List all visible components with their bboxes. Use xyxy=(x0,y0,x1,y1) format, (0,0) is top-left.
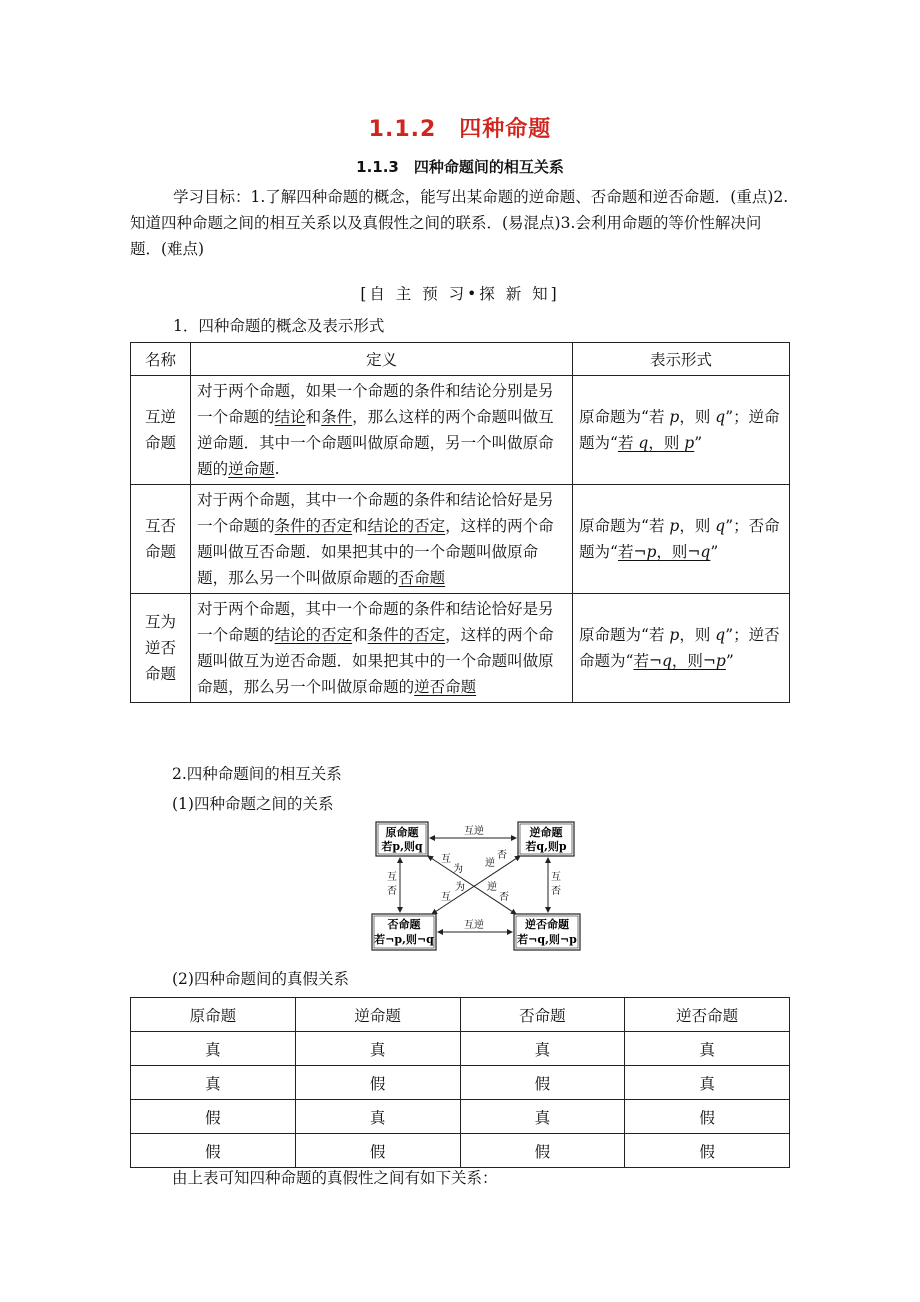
box-original xyxy=(376,822,428,856)
label-bottom: 互逆 xyxy=(464,920,484,931)
underlined-answer: 条件 xyxy=(321,408,353,426)
truth-cell: 假 xyxy=(460,1066,625,1100)
label-diag-1b: 为 xyxy=(453,864,463,875)
concept-name-line: 互逆 xyxy=(145,408,177,426)
header-form: 表示形式 xyxy=(573,343,790,376)
text-segment: p xyxy=(669,408,680,426)
page-title: 1.1.2 四种命题 xyxy=(368,117,552,142)
text-segment: q xyxy=(715,408,726,426)
concept-name-line: 互否 xyxy=(145,517,177,535)
learning-goals: 学习目标：1.了解四种命题的概念，能写出某命题的逆命题、否命题和逆否命题．(重点)2.知道四种命题之间的相互关系以及真假性之间的联系．(易混点)3.会利用命题的等价性解决问题．(难点) xyxy=(130,188,789,258)
text-segment: 原命题为“若 xyxy=(579,626,670,644)
box-converse-title: 逆命题 xyxy=(529,826,563,839)
heading-relations: 2.四种命题间的相互关系 xyxy=(172,765,342,783)
text-segment: ，则 xyxy=(679,517,716,535)
truth-cell: 真 xyxy=(295,1100,460,1134)
conclusion-text: 由上表可知四种命题的真假性之间有如下关系： xyxy=(172,1169,498,1187)
concept-definition xyxy=(191,485,573,594)
concept-definition xyxy=(191,594,573,703)
underlined-answer: 若 xyxy=(617,434,639,452)
underlined-answer: p xyxy=(715,652,726,670)
box-inverse xyxy=(372,914,436,950)
concept-name xyxy=(131,485,191,594)
concept-table xyxy=(130,342,790,703)
text-segment: q xyxy=(715,517,726,535)
underlined-answer: 逆否命题 xyxy=(414,678,477,696)
concept-row xyxy=(131,485,790,594)
underlined-answer: 结论的否定 xyxy=(367,517,446,535)
section-label: [自 主 预 习•探 新 知] xyxy=(360,285,560,303)
truth-cell: 真 xyxy=(460,1100,625,1134)
text-segment: p xyxy=(669,626,680,644)
truth-cell: 假 xyxy=(625,1134,790,1168)
underlined-answer: ，则¬ xyxy=(656,543,701,561)
truth-cell: 假 xyxy=(131,1100,296,1134)
concept-name-line: 命题 xyxy=(145,543,177,561)
underlined-answer: 条件的否定 xyxy=(367,626,446,644)
concept-name-line: 互为 xyxy=(145,613,177,631)
concept-row xyxy=(131,594,790,703)
concept-name-line: 命题 xyxy=(145,665,177,683)
concept-form xyxy=(573,485,790,594)
underlined-answer: 逆命题 xyxy=(228,460,275,478)
text-segment: 原命题为“若 xyxy=(579,408,670,426)
underlined-answer: p xyxy=(684,434,695,452)
concept-table-header xyxy=(131,343,790,376)
text-segment: ，则 xyxy=(679,626,716,644)
concept-row xyxy=(131,376,790,485)
underlined-answer: 结论的否定 xyxy=(274,626,353,644)
heading-concepts: 1．四种命题的概念及表示形式 xyxy=(173,317,385,335)
truth-row xyxy=(131,1134,790,1168)
text-segment: 对于两个命题，其中一个命题的条件和结论恰好是另一个命题的 xyxy=(197,491,554,535)
truth-cell: 假 xyxy=(295,1066,460,1100)
truth-cell: 真 xyxy=(625,1032,790,1066)
text-segment: ” xyxy=(710,543,719,561)
truth-cell: 真 xyxy=(131,1066,296,1100)
text-segment: 原命题为“若 xyxy=(579,517,670,535)
concept-name xyxy=(131,376,191,485)
text-segment: 和 xyxy=(305,408,322,426)
truth-cell: 真 xyxy=(460,1032,625,1066)
box-converse xyxy=(518,822,574,856)
header-definition: 定义 xyxy=(191,343,573,376)
box-converse-sub: 若q,则p xyxy=(525,840,567,853)
truth-cell: 真 xyxy=(295,1032,460,1066)
truth-cell: 真 xyxy=(131,1032,296,1066)
text-segment: ”；逆命题为“ xyxy=(579,408,780,452)
text-segment: ”；否命题为“ xyxy=(579,517,780,561)
concept-form xyxy=(573,376,790,485)
relation-diagram xyxy=(370,818,586,954)
text-segment: p xyxy=(669,517,680,535)
truth-table-header xyxy=(131,998,790,1032)
text-segment: ” xyxy=(725,652,734,670)
label-right-2: 否 xyxy=(551,886,561,897)
heading-relations-diagram: (1)四种命题之间的关系 xyxy=(172,795,334,813)
text-segment: 和 xyxy=(352,517,368,535)
label-diag-1a: 互 xyxy=(441,854,451,865)
label-diag-2a: 逆 xyxy=(485,858,495,869)
label-diag-3b: 互 xyxy=(441,892,451,903)
underlined-answer: 否命题 xyxy=(398,569,446,587)
truth-cell: 假 xyxy=(131,1134,296,1168)
underlined-answer: ，则 xyxy=(648,434,685,452)
underlined-answer: 若¬ xyxy=(633,652,662,670)
truth-table xyxy=(130,997,790,1168)
label-diag-2b: 否 xyxy=(497,850,507,861)
label-diag-4a: 逆 xyxy=(487,882,497,893)
underlined-answer: 结论 xyxy=(274,408,306,426)
truth-cell: 假 xyxy=(625,1100,790,1134)
truth-row xyxy=(131,1100,790,1134)
label-left-2: 否 xyxy=(387,886,397,897)
text-segment: . xyxy=(274,460,280,478)
text-segment: ，那么这样的两个命题叫做互逆命题．其中一个命题叫做原命题，另一个叫做原命题的 xyxy=(197,408,554,478)
box-contrapositive-sub: 若¬q,则¬p xyxy=(517,933,577,946)
truth-header-cell: 逆命题 xyxy=(295,998,460,1032)
concept-form xyxy=(573,594,790,703)
underlined-answer: q xyxy=(700,543,711,561)
truth-row xyxy=(131,1066,790,1100)
label-top: 互逆 xyxy=(464,826,484,837)
label-diag-3a: 为 xyxy=(455,882,465,893)
underlined-answer: p xyxy=(646,543,657,561)
box-inverse-title: 否命题 xyxy=(387,918,421,931)
underlined-answer: 条件的否定 xyxy=(274,517,353,535)
text-segment: q xyxy=(715,626,726,644)
concept-name-line: 命题 xyxy=(145,434,177,452)
underlined-answer: q xyxy=(661,652,672,670)
header-name: 名称 xyxy=(131,343,191,376)
text-segment: 对于两个命题，其中一个命题的条件和结论恰好是另一个命题的 xyxy=(197,600,554,644)
text-segment: ，则 xyxy=(679,408,716,426)
label-diag-4b: 否 xyxy=(499,892,509,903)
concept-definition xyxy=(191,376,573,485)
text-segment: ” xyxy=(694,434,703,452)
truth-header-cell: 原命题 xyxy=(131,998,296,1032)
truth-cell: 假 xyxy=(460,1134,625,1168)
label-left-1: 互 xyxy=(387,872,397,883)
box-contrapositive xyxy=(514,914,580,950)
underlined-answer: 若¬ xyxy=(617,543,647,561)
page-subtitle: 1.1.3 四种命题间的相互关系 xyxy=(356,158,564,176)
label-right-1: 互 xyxy=(551,872,561,883)
truth-cell: 假 xyxy=(295,1134,460,1168)
underlined-answer: q xyxy=(638,434,649,452)
truth-cell: 真 xyxy=(625,1066,790,1100)
box-original-title: 原命题 xyxy=(385,826,419,839)
concept-name-line: 逆否 xyxy=(145,639,177,657)
box-contrapositive-title: 逆否命题 xyxy=(525,918,569,931)
text-segment: 对于两个命题，如果一个命题的条件和结论分别是另一个命题的 xyxy=(197,382,554,426)
text-segment: 和 xyxy=(352,626,368,644)
truth-row xyxy=(131,1032,790,1066)
heading-truth-table: (2)四种命题间的真假关系 xyxy=(172,970,349,988)
text-segment: ”；逆否命题为“ xyxy=(579,626,780,670)
box-original-sub: 若p,则q xyxy=(381,840,423,853)
concept-name xyxy=(131,594,191,703)
text-segment: ，这样的两个命题叫做互为逆否命题．如果把其中的一个命题叫做原命题，那么另一个叫做原命题的 xyxy=(197,626,554,696)
text-segment: ，这样的两个命题叫做互否命题．如果把其中的一个命题叫做原命题，那么另一个叫做原命题的 xyxy=(197,517,554,587)
truth-header-cell: 逆否命题 xyxy=(625,998,790,1032)
box-inverse-sub: 若¬p,则¬q xyxy=(374,933,434,946)
underlined-answer: ，则¬ xyxy=(671,652,716,670)
truth-header-cell: 否命题 xyxy=(460,998,625,1032)
